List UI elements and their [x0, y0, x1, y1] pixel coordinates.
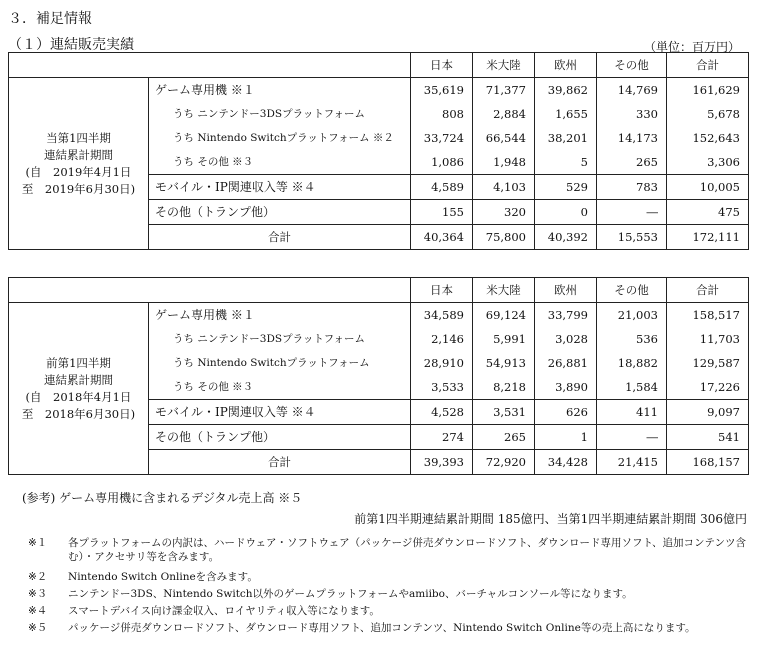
section-heading: ３．補足情報	[8, 11, 92, 27]
value-cell: 14,769	[597, 78, 667, 103]
period-label	[9, 78, 149, 250]
value-cell: 330	[597, 102, 667, 126]
category-label: その他（トランプ他）	[149, 200, 411, 225]
value-cell: 3,531	[473, 400, 535, 425]
value-cell: 808	[411, 102, 473, 126]
header-blank	[9, 53, 411, 78]
footnote-mark: ※３	[28, 588, 48, 600]
table-row	[9, 78, 749, 103]
total-value: 72,920	[473, 450, 535, 475]
value-cell: 18,882	[597, 351, 667, 375]
value-cell: 475	[667, 200, 749, 225]
column-header: その他	[597, 53, 667, 78]
total-value: 172,111	[667, 225, 749, 250]
subcategory-label: うち Nintendo Switchプラットフォーム ※２	[149, 126, 411, 150]
footnote-mark: ※４	[28, 605, 48, 617]
total-value: 75,800	[473, 225, 535, 250]
value-cell: 14,173	[597, 126, 667, 150]
footnote-text: ニンテンドー3DS、Nintendo Switch以外のゲームプラットフォームやamiibo、バーチャルコンソール等になります。	[68, 588, 633, 600]
footnote	[28, 587, 748, 603]
period-label	[9, 303, 149, 475]
value-cell: 3,890	[535, 375, 597, 400]
value-cell: 39,862	[535, 78, 597, 103]
column-header: 合計	[667, 278, 749, 303]
footnote	[28, 621, 748, 637]
period-line: 当第1四半期	[46, 130, 111, 145]
period-line: 至 2019年6月30日)	[21, 181, 136, 196]
period-line: (自 2018年4月1日	[25, 389, 132, 404]
sales-table	[8, 52, 749, 250]
table-row	[9, 303, 749, 328]
value-cell: 529	[535, 175, 597, 200]
reference-values: 前第1四半期連結累計期間 185億円、当第1四半期連結累計期間 306億円	[354, 512, 747, 526]
value-cell: 69,124	[473, 303, 535, 328]
total-value: 15,553	[597, 225, 667, 250]
value-cell: 66,544	[473, 126, 535, 150]
value-cell: 26,881	[535, 351, 597, 375]
value-cell: 33,799	[535, 303, 597, 328]
category-label: モバイル・IP関連収入等 ※４	[149, 175, 411, 200]
column-header: 米大陸	[473, 278, 535, 303]
footnote-mark: ※５	[28, 622, 48, 634]
value-cell: 161,629	[667, 78, 749, 103]
value-cell: 158,517	[667, 303, 749, 328]
table-header-row	[9, 278, 749, 303]
value-cell: 5,991	[473, 327, 535, 351]
category-label: その他（トランプ他）	[149, 425, 411, 450]
subcategory-label: うち ニンテンドー3DSプラットフォーム	[149, 102, 411, 126]
category-label: モバイル・IP関連収入等 ※４	[149, 400, 411, 425]
value-cell: 2,884	[473, 102, 535, 126]
value-cell: 626	[535, 400, 597, 425]
value-cell: 0	[535, 200, 597, 225]
value-cell: 9,097	[667, 400, 749, 425]
section-subheading: （１）連結販売実績	[8, 37, 134, 53]
value-cell: 11,703	[667, 327, 749, 351]
total-value: 34,428	[535, 450, 597, 475]
total-value: 39,393	[411, 450, 473, 475]
value-cell: 411	[597, 400, 667, 425]
value-cell: 265	[473, 425, 535, 450]
value-cell: 33,724	[411, 126, 473, 150]
period-line: 連結累計期間	[44, 147, 113, 162]
value-cell: 129,587	[667, 351, 749, 375]
value-cell: 35,619	[411, 78, 473, 103]
category-label: ゲーム専用機 ※１	[149, 78, 411, 103]
value-cell: 265	[597, 150, 667, 175]
column-header: 合計	[667, 53, 749, 78]
period-line: 至 2018年6月30日)	[21, 406, 136, 421]
footnote-text: スマートデバイス向け課金収入、ロイヤリティ収入等になります。	[68, 605, 380, 617]
column-header: 欧州	[535, 53, 597, 78]
footnote	[28, 570, 748, 586]
value-cell: 38,201	[535, 126, 597, 150]
total-label: 合計	[149, 225, 411, 250]
period-line: (自 2019年4月1日	[25, 164, 132, 179]
table-header-row	[9, 53, 749, 78]
footnote-mark: ※２	[28, 571, 48, 583]
subcategory-label: うち その他 ※３	[149, 150, 411, 175]
value-cell: 17,226	[667, 375, 749, 400]
value-cell: 274	[411, 425, 473, 450]
value-cell: 1,086	[411, 150, 473, 175]
value-cell: ―	[597, 200, 667, 225]
value-cell: 3,028	[535, 327, 597, 351]
value-cell: 10,005	[667, 175, 749, 200]
value-cell: 8,218	[473, 375, 535, 400]
total-value: 40,364	[411, 225, 473, 250]
value-cell: 155	[411, 200, 473, 225]
column-header: 日本	[411, 278, 473, 303]
value-cell: 34,589	[411, 303, 473, 328]
subcategory-label: うち その他 ※３	[149, 375, 411, 400]
value-cell: 71,377	[473, 78, 535, 103]
column-header: 日本	[411, 53, 473, 78]
sales-table	[8, 277, 749, 475]
value-cell: 1,584	[597, 375, 667, 400]
footnote-text: Nintendo Switch Onlineを含みます。	[68, 571, 258, 583]
value-cell: 783	[597, 175, 667, 200]
column-header: 欧州	[535, 278, 597, 303]
footnote-text: 各プラットフォームの内訳は、ハードウェア・ソフトウェア（パッケージ併売ダウンロードソフト、ダウンロード専用ソフト、追加コンテンツ含む）・アクセサリ等を含みます。	[68, 537, 746, 563]
value-cell: 4,589	[411, 175, 473, 200]
total-label: 合計	[149, 450, 411, 475]
footnote	[28, 536, 748, 568]
total-value: 40,392	[535, 225, 597, 250]
value-cell: 1,948	[473, 150, 535, 175]
value-cell: 2,146	[411, 327, 473, 351]
column-header: その他	[597, 278, 667, 303]
value-cell: 4,528	[411, 400, 473, 425]
value-cell: 28,910	[411, 351, 473, 375]
value-cell: 320	[473, 200, 535, 225]
value-cell: ―	[597, 425, 667, 450]
value-cell: 3,306	[667, 150, 749, 175]
period-line: 前第1四半期	[46, 355, 111, 370]
value-cell: 541	[667, 425, 749, 450]
value-cell: 21,003	[597, 303, 667, 328]
header-blank	[9, 278, 411, 303]
value-cell: 1,655	[535, 102, 597, 126]
value-cell: 3,533	[411, 375, 473, 400]
footnote-mark: ※１	[28, 537, 48, 549]
footnote	[28, 604, 748, 620]
period-line: 連結累計期間	[44, 372, 113, 387]
footnote-text: パッケージ併売ダウンロードソフト、ダウンロード専用ソフト、追加コンテンツ、Nintendo Switch Online等の売上高になります。	[68, 622, 696, 634]
total-value: 168,157	[667, 450, 749, 475]
column-header: 米大陸	[473, 53, 535, 78]
value-cell: 152,643	[667, 126, 749, 150]
reference-line: (参考) ゲーム専用機に含まれるデジタル売上高 ※５	[22, 491, 303, 505]
value-cell: 1	[535, 425, 597, 450]
unit-label: （単位：百万円）	[643, 40, 740, 54]
value-cell: 5	[535, 150, 597, 175]
value-cell: 536	[597, 327, 667, 351]
value-cell: 4,103	[473, 175, 535, 200]
category-label: ゲーム専用機 ※１	[149, 303, 411, 328]
subcategory-label: うち Nintendo Switchプラットフォーム	[149, 351, 411, 375]
value-cell: 54,913	[473, 351, 535, 375]
subcategory-label: うち ニンテンドー3DSプラットフォーム	[149, 327, 411, 351]
total-value: 21,415	[597, 450, 667, 475]
value-cell: 5,678	[667, 102, 749, 126]
